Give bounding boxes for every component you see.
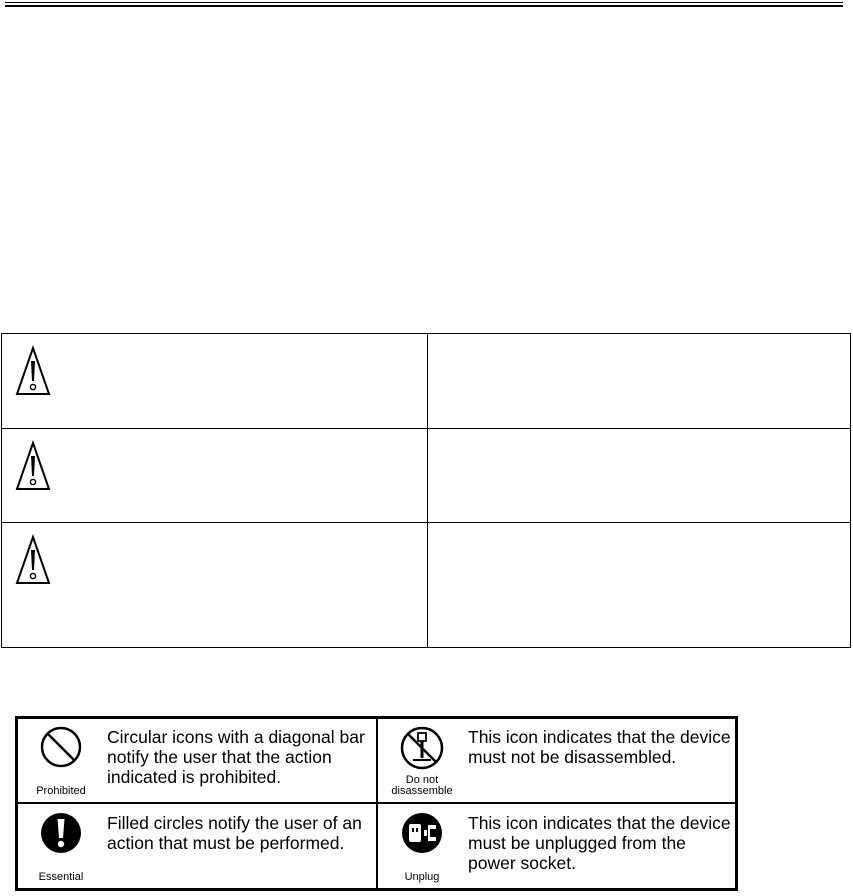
legend-description: This icon indicates that the device must not be disassembled. — [468, 727, 731, 767]
legend-caption: Essential — [38, 871, 84, 883]
header-rule-thin — [5, 2, 843, 3]
prohibited-icon — [39, 725, 83, 769]
warning-row — [2, 429, 850, 523]
legend-description: This icon indicates that the device must be unplugged from the power socket. — [468, 813, 731, 873]
legend-description: Circular icons with a diagonal bar notify the user that the action indicated is prohibited. — [107, 727, 365, 787]
legend-item-prohibited — [18, 719, 378, 803]
unplug-icon — [400, 811, 444, 855]
warning-row-description-cell — [428, 523, 850, 647]
essential-icon — [39, 811, 83, 855]
legend-caption: disassemble — [391, 785, 453, 797]
warning-row-signal-cell — [2, 429, 428, 522]
warning-row — [2, 334, 850, 429]
legend-description: Filled circles notify the user of an action that must be performed. — [107, 813, 362, 853]
legend-item-do-not-disassemble — [379, 719, 739, 803]
legend-item-unplug — [379, 805, 739, 889]
legend-item-essential — [18, 805, 378, 889]
header-rule-thick — [5, 5, 843, 7]
do-not-disassemble-icon — [399, 725, 445, 771]
warning-triangle-icon — [15, 534, 51, 586]
warning-triangle-icon — [15, 440, 51, 492]
warning-row-description-cell — [428, 429, 850, 522]
warning-row-signal-cell — [2, 334, 428, 428]
legend-caption: Do not — [405, 774, 439, 786]
warning-row-signal-cell — [2, 523, 428, 647]
legend-caption: Unplug — [404, 871, 440, 883]
warning-triangle-icon — [15, 345, 51, 397]
warning-levels-table — [1, 333, 851, 648]
symbol-legend — [15, 716, 738, 891]
warning-row-description-cell — [428, 334, 850, 428]
legend-caption: Prohibited — [36, 785, 86, 797]
warning-row — [2, 523, 850, 647]
